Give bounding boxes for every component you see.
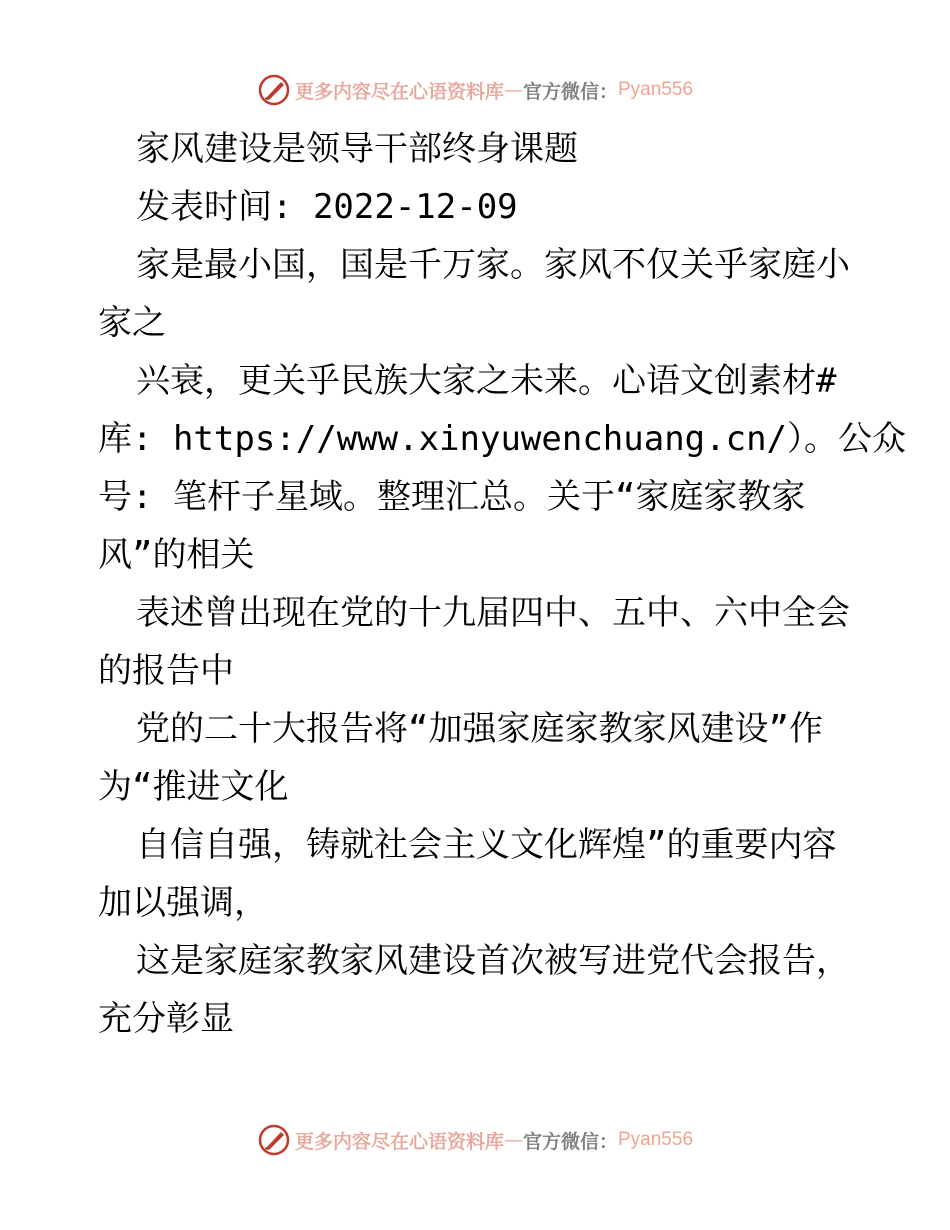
publish-date: 发表时间: 2022-12-09 — [136, 187, 518, 227]
paragraph-line: 为“推进文化 — [98, 767, 289, 807]
paragraph-line: 自信自强，铸就社会主义文化辉煌”的重要内容 — [136, 825, 837, 865]
paragraph-line: 号: 笔杆子星域。整理汇总。关于“家庭家教家 — [98, 477, 806, 517]
paragraph-line: 库: https://www.xinyuwenchuang.cn/）。公众 — [98, 419, 907, 459]
header-watermark — [0, 72, 950, 108]
watermark-dash: — — [503, 1129, 523, 1151]
paragraph-line: 风”的相关 — [98, 535, 255, 575]
watermark-official-text: 官方微信： — [522, 80, 618, 103]
watermark-wechat-id: Pyan556 — [618, 79, 694, 100]
paragraph-line: 充分彰显 — [98, 999, 234, 1039]
paragraph-line: 党的二十大报告将“加强家庭家教家风建设”作 — [136, 709, 823, 749]
paragraph-line: 加以强调， — [98, 883, 268, 923]
paragraph-line: 的报告中 — [98, 651, 234, 691]
footer-watermark — [0, 1122, 950, 1158]
paragraph-line: 家是最小国，国是千万家。家风不仅关乎家庭小 — [136, 245, 850, 285]
watermark-dash: — — [503, 79, 523, 101]
document-title: 家风建设是领导干部终身课题 — [136, 129, 578, 169]
paragraph-line: 表述曾出现在党的十九届四中、五中、六中全会 — [136, 593, 850, 633]
watermark-wechat-id: Pyan556 — [618, 1129, 694, 1150]
watermark-main-text: 更多内容尽在心语资料库 — [294, 1130, 504, 1153]
watermark-official-text: 官方微信： — [522, 1130, 618, 1153]
paragraph-line: 这是家庭家教家风建设首次被写进党代会报告， — [136, 941, 850, 981]
quill-seal-icon — [257, 73, 291, 107]
paragraph-line: 兴衰，更关乎民族大家之未来。心语文创素材# — [136, 361, 837, 401]
paragraph-line: 家之 — [98, 303, 166, 343]
document-body — [98, 120, 907, 1048]
quill-seal-icon — [257, 1123, 291, 1157]
watermark-main-text: 更多内容尽在心语资料库 — [294, 80, 504, 103]
